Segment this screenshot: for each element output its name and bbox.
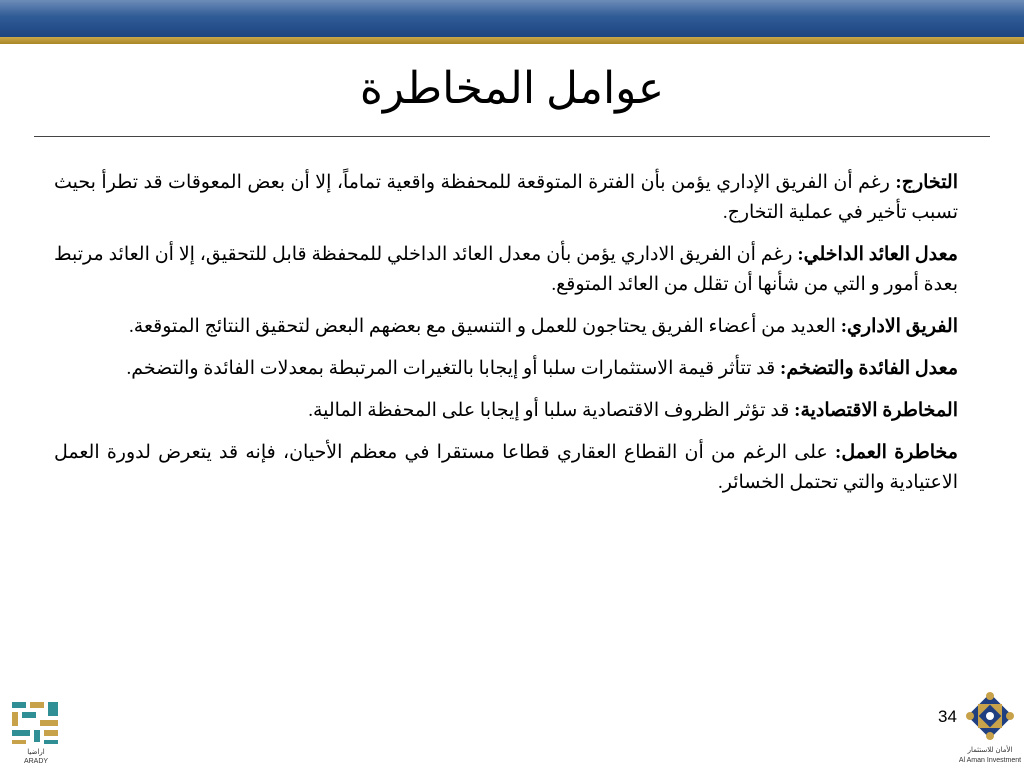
- paragraph-text: قد تؤثر الظروف الاقتصادية سلبا أو إيجابا على المحفظة المالية.: [308, 400, 795, 421]
- paragraph-label: المخاطرة الاقتصادية:: [794, 400, 958, 421]
- al-aman-logo-latin: Al Aman Investment: [958, 757, 1022, 764]
- paragraph-text: العديد من أعضاء الفريق يحتاجون للعمل و التنسيق مع بعضهم البعض لتحقيق النتائج المتوقعة.: [129, 316, 841, 337]
- arady-logo-latin: ARADY: [23, 758, 49, 765]
- arady-logo-arabic: اراضيا: [27, 749, 45, 756]
- page-number: 34: [938, 707, 957, 726]
- al-aman-logo: [958, 688, 1022, 766]
- paragraph-management-team: [54, 312, 958, 342]
- paragraph-label: معدل الفائدة والتضخم:: [780, 358, 958, 379]
- top-banner: [0, 0, 1024, 37]
- content-body: [54, 168, 958, 510]
- al-aman-logo-arabic: الأمان للاستثمار: [967, 747, 1013, 754]
- paragraph-business-risk: [54, 438, 958, 498]
- slide-title: عوامل المخاطرة: [359, 64, 665, 113]
- arady-logo: [6, 698, 66, 766]
- paragraph-label: معدل العائد الداخلي:: [797, 244, 958, 265]
- paragraph-text: رغم أن الفريق الإداري يؤمن بأن الفترة المتوقعة للمحفظة واقعية تماماً، إلا أن بعض المعوقات قد تطرأ بحيث تسبب تأخير في عملية التخارج.: [54, 172, 958, 223]
- paragraph-economic-risk: [54, 396, 958, 426]
- paragraph-text: على الرغم من أن القطاع العقاري قطاعا مستقرا في معظم الأحيان، فإنه قد يتعرض لدورة العمل الاعتيادية والتي تحتمل الخسائر.: [54, 442, 958, 493]
- paragraph-interest-inflation: [54, 354, 958, 384]
- gold-accent-line: [0, 37, 1024, 44]
- paragraph-text: قد تتأثر قيمة الاستثمارات سلبا أو إيجابا بالتغيرات المرتبطة بمعدلات الفائدة والتضخم.: [126, 358, 780, 379]
- paragraph-label: الفريق الاداري:: [840, 316, 958, 337]
- paragraph-label: مخاطرة العمل:: [835, 442, 958, 463]
- title-divider: [34, 136, 990, 137]
- paragraph-irr: [54, 240, 958, 300]
- paragraph-text: رغم أن الفريق الاداري يؤمن بأن معدل العائد الداخلي للمحفظة قابل للتحقيق، إلا أن العائد مرتبط بعدة أمور و التي من شأنها أن تقلل من العائد المتوقع.: [54, 244, 958, 295]
- paragraph-label: التخارج:: [895, 172, 958, 193]
- paragraph-exit: [54, 168, 958, 228]
